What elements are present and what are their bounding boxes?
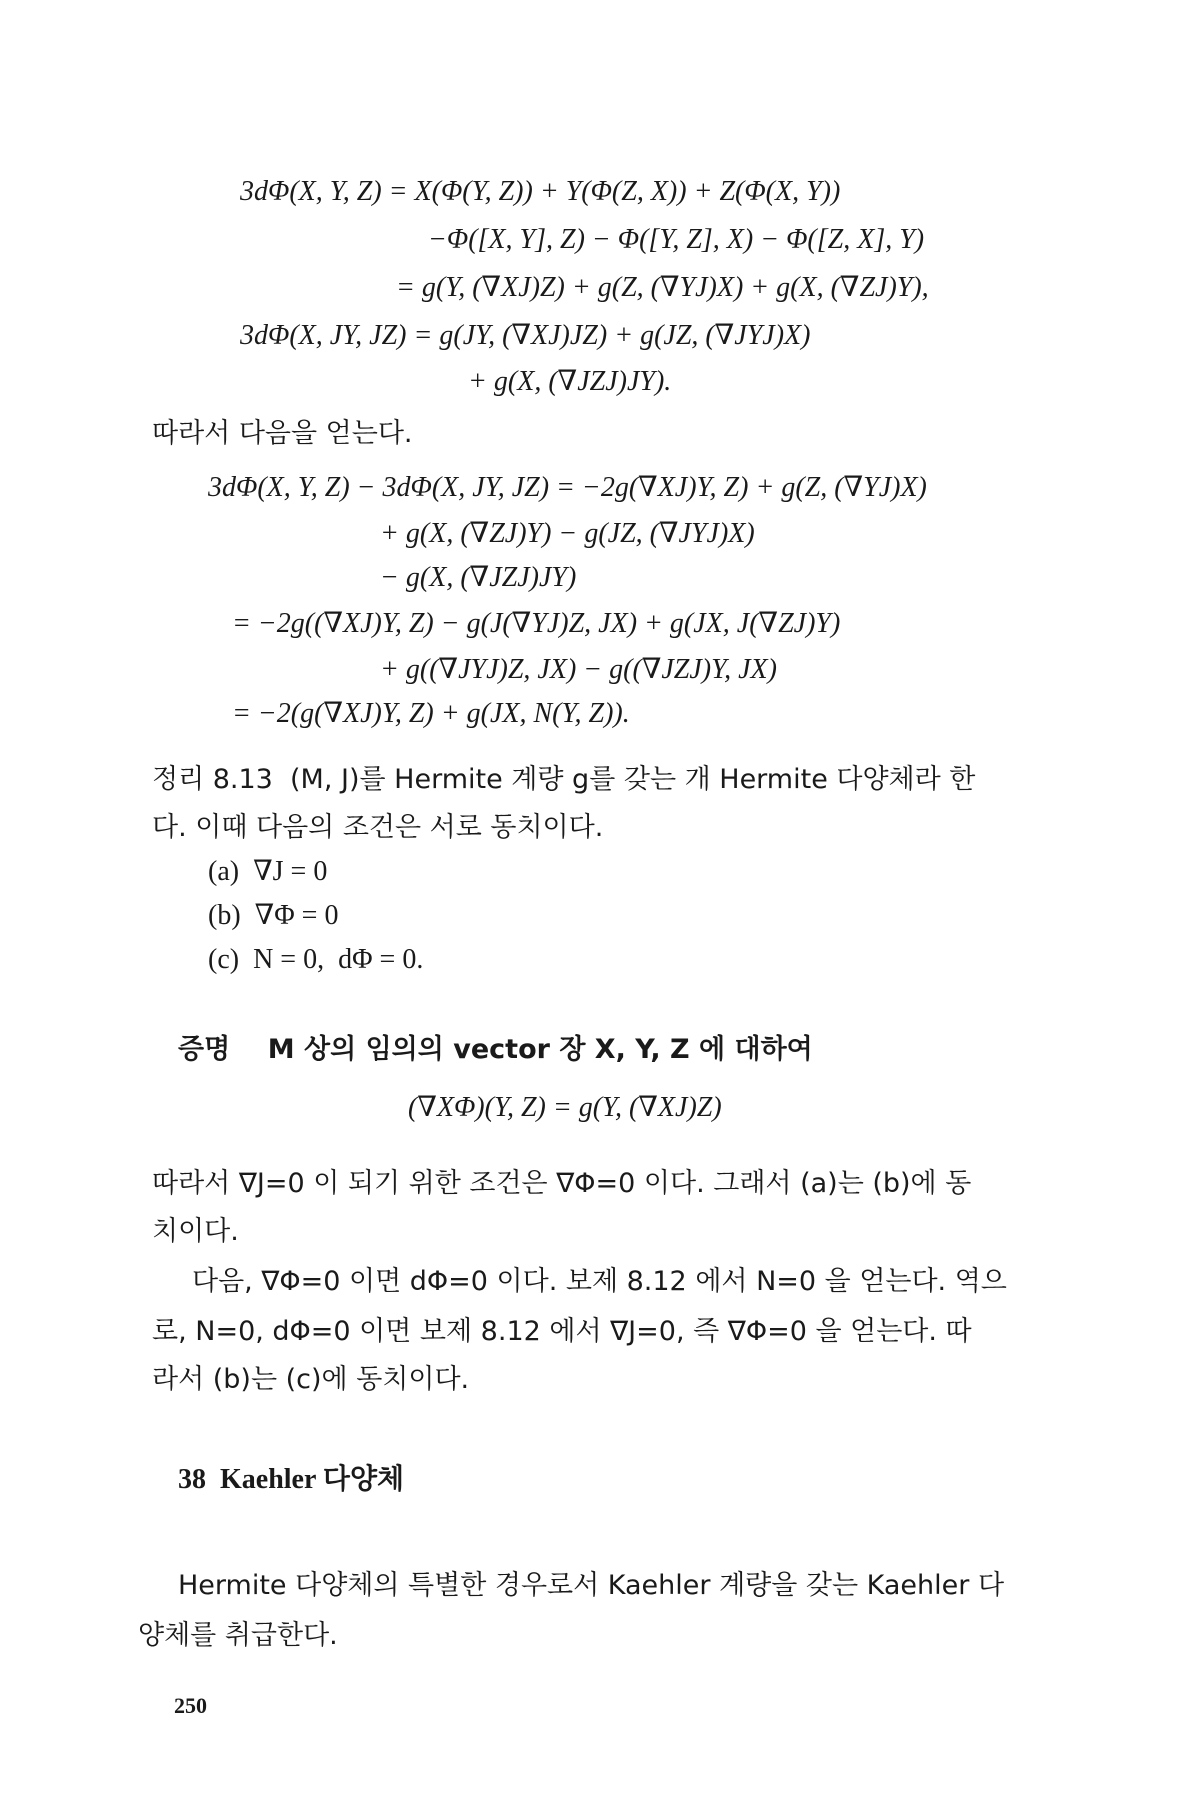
proof-paragraph: 따라서 ∇J=0 이 되기 위한 조건은 ∇Φ=0 이다. 그래서 (a)는 (b)에 동 [152, 1168, 972, 1199]
proof-paragraph: 다음, ∇Φ=0 이면 dΦ=0 이다. 보제 8.12 에서 N=0 을 얻는다. 역으 [192, 1266, 1007, 1297]
page-number: 250 [174, 1693, 207, 1718]
intro-text: 따라서 다음을 얻는다. [152, 418, 413, 449]
section-heading: 38 Kaehler 다양체 [178, 1464, 405, 1495]
equation-line: = −2g((∇XJ)Y, Z) − g(J(∇YJ)Z, JX) + g(JX, J(∇ZJ)Y) [232, 608, 841, 639]
theorem-condition: (a) ∇J = 0 [208, 856, 328, 887]
equation-line: = g(Y, (∇XJ)Z) + g(Z, (∇YJ)X) + g(X, (∇ZJ)Y), [396, 272, 929, 303]
section-body: Hermite 다양체의 특별한 경우로서 Kaehler 계량을 갖는 Kaehler 다 [178, 1570, 1005, 1601]
proof-paragraph: 라서 (b)는 (c)에 동치이다. [152, 1364, 470, 1395]
equation-line: 3dΦ(X, Y, Z) = X(Φ(Y, Z)) + Y(Φ(Z, X)) + Z(Φ(X, Y)) [240, 176, 841, 207]
proof-paragraph: 치이다. [152, 1216, 239, 1247]
theorem-condition: (b) ∇Φ = 0 [208, 900, 339, 931]
theorem-statement: 정리 8.13 (M, J)를 Hermite 계량 g를 갖는 개 Hermite 다양체라 한 [152, 764, 976, 795]
proof-equation: (∇XΦ)(Y, Z) = g(Y, (∇XJ)Z) [408, 1092, 722, 1123]
equation-line: − g(X, (∇JZJ)JY) [380, 562, 577, 593]
equation-line: + g((∇JYJ)Z, JX) − g((∇JZJ)Y, JX) [380, 654, 777, 685]
theorem-statement: 다. 이때 다음의 조건은 서로 동치이다. [152, 812, 604, 843]
equation-line: = −2(g(∇XJ)Y, Z) + g(JX, N(Y, Z)). [232, 698, 630, 729]
equation-line: 3dΦ(X, Y, Z) − 3dΦ(X, JY, JZ) = −2g(∇XJ)Y, Z) + g(Z, (∇YJ)X) [208, 472, 927, 503]
proof-paragraph: 로, N=0, dΦ=0 이면 보제 8.12 에서 ∇J=0, 즉 ∇Φ=0 을 얻는다. 따 [152, 1316, 972, 1347]
equation-line: −Φ([X, Y], Z) − Φ([Y, Z], X) − Φ([Z, X], Y) [428, 224, 925, 255]
theorem-condition: (c) N = 0, dΦ = 0. [208, 944, 424, 975]
equation-line: 3dΦ(X, JY, JZ) = g(JY, (∇XJ)JZ) + g(JZ, (∇JYJ)X) [240, 320, 811, 351]
equation-line: + g(X, (∇JZJ)JY). [468, 366, 672, 397]
section-body: 양체를 취급한다. [138, 1620, 338, 1651]
proof-intro: 증명 M 상의 임의의 vector 장 X, Y, Z 에 대하여 [178, 1034, 813, 1065]
equation-line: + g(X, (∇ZJ)Y) − g(JZ, (∇JYJ)X) [380, 518, 755, 549]
